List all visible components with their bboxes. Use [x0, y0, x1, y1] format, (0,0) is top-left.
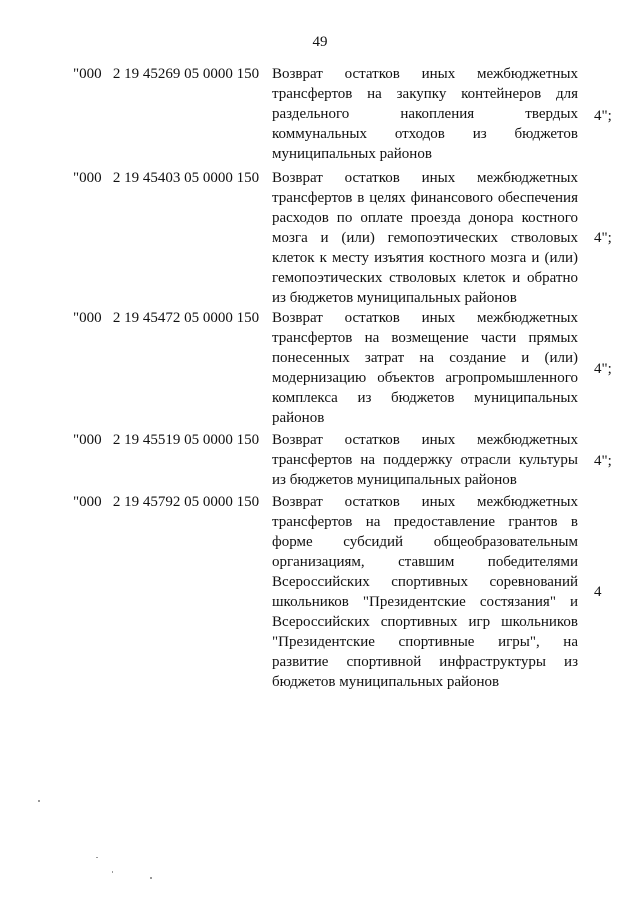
row-amount: 4"; [594, 229, 612, 246]
row-amount: 4"; [594, 452, 612, 469]
row-description: Возврат остатков иных межбюджетных трансфертов на закупку контейнеров для раздельного накопления твердых коммунальных отходов из бюджетов муниципальных районов [272, 66, 578, 162]
scan-speck [112, 871, 113, 873]
row-amount: 4"; [594, 360, 612, 377]
scan-speck [38, 800, 40, 802]
budget-code-list [0, 64, 640, 692]
page-number: 49 [312, 34, 328, 50]
budget-code: "000 2 19 45472 05 0000 150 [73, 310, 260, 326]
row-description: Возврат остатков иных межбюджетных трансфертов в целях финансового обеспечения расходов по оплате проезда донора костного мозга и (или) гемопоэтических стволовых клеток к месту изъятия костного мозга и (или) гемопоэтических стволовых клеток и обратно из бюджетов муниципальных районов [272, 170, 578, 306]
scan-speck [96, 857, 98, 858]
budget-code: "000 2 19 45269 05 0000 150 [73, 66, 260, 82]
budget-code: "000 2 19 45519 05 0000 150 [73, 432, 260, 448]
row-description: Возврат остатков иных межбюджетных трансфертов на поддержку отрасли культуры из бюджетов муниципальных районов [272, 432, 578, 488]
row-description: Возврат остатков иных межбюджетных трансфертов на возмещение части прямых понесенных затрат на создание и (или) модернизацию объектов агропромышленного комплекса из бюджетов муниципальных районов [272, 310, 578, 426]
row-amount: 4 [594, 583, 602, 600]
scan-speck [150, 877, 152, 879]
budget-code: "000 2 19 45403 05 0000 150 [73, 170, 260, 186]
table-row [0, 308, 640, 430]
row-amount: 4"; [594, 107, 612, 124]
table-row [0, 64, 640, 168]
table-row [0, 168, 640, 308]
table-row [0, 430, 640, 492]
row-description: Возврат остатков иных межбюджетных трансфертов на предоставление грантов в форме субсидий общеобразовательным организациям, ставшим победителями Всероссийских спортивных соревнований школьников "Президентские состязания" и Всероссийских спортивных игр школьников "Президентские спортивные игры", на развитие спортивной инфраструктуры из бюджетов муниципальных районов [272, 494, 578, 690]
budget-code: "000 2 19 45792 05 0000 150 [73, 494, 260, 510]
table-row [0, 492, 640, 692]
